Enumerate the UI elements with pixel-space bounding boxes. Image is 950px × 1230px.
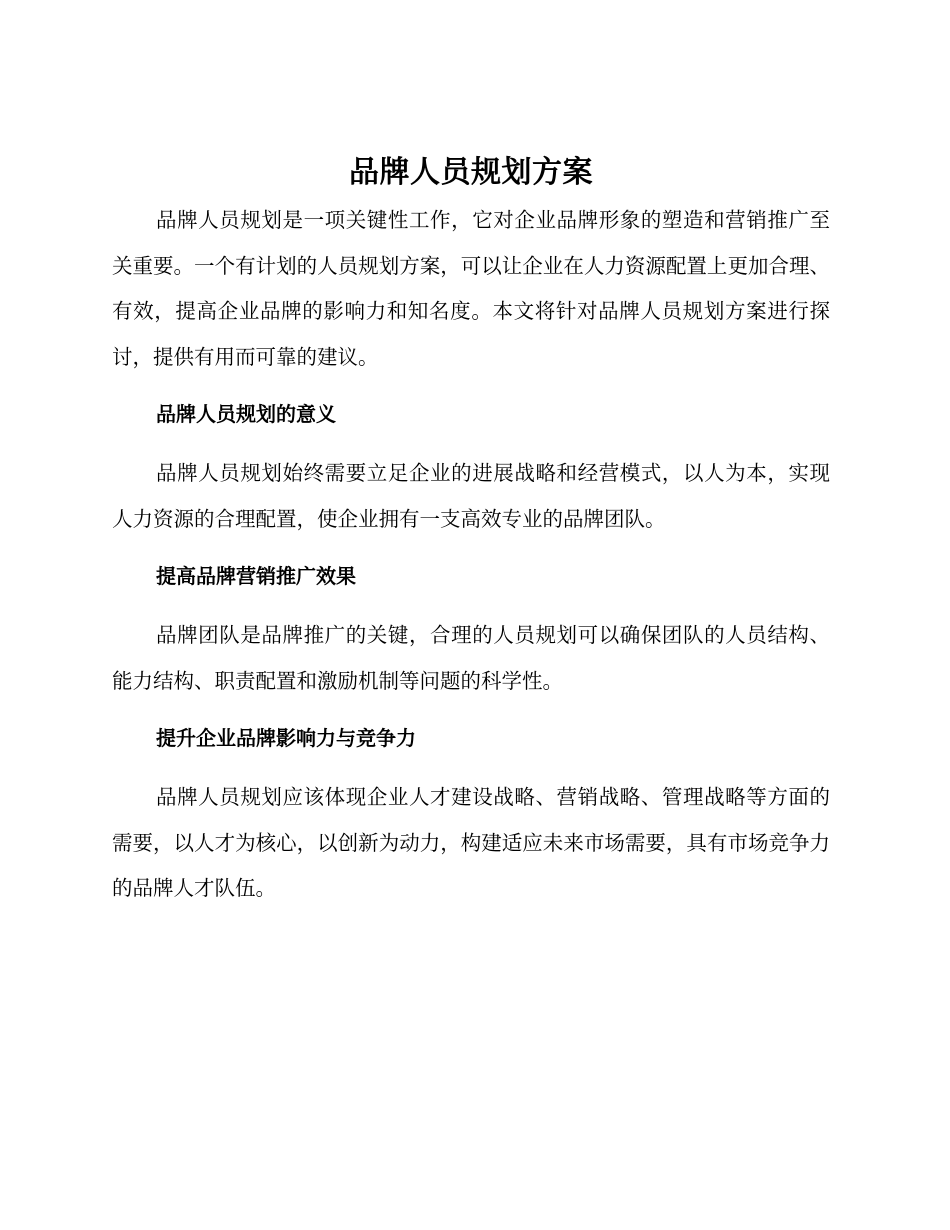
section-body-competitiveness: 品牌人员规划应该体现企业人才建设战略、营销战略、管理战略等方面的需要，以人才为核心，以创新为动力，构建适应未来市场需要，具有市场竞争力的品牌人才队伍。 (112, 785, 830, 900)
section-heading-significance: 品牌人员规划的意义 (156, 402, 336, 426)
document-page (112, 150, 830, 912)
spacer (112, 542, 830, 554)
section-body-significance: 品牌人员规划始终需要立足企业的进展战略和经营模式，以人为本，实现人力资源的合理配置，使企业拥有一支高效专业的品牌团队。 (112, 461, 830, 531)
section-body-marketing: 品牌团队是品牌推广的关键，合理的人员规划可以确保团队的人员结构、能力结构、职责配置和激励机制等问题的科学性。 (112, 623, 830, 693)
intro-paragraph: 品牌人员规划是一项关键性工作，它对企业品牌形象的塑造和营销推广至关重要。一个有计划的人员规划方案，可以让企业在人力资源配置上更加合理、有效，提高企业品牌的影响力和知名度。本文将针对品牌人员规划方案进行探讨，提供有用而可靠的建议。 (112, 208, 830, 369)
document-title: 品牌人员规划方案 (349, 155, 593, 190)
spacer (112, 704, 830, 716)
section-heading-marketing: 提高品牌营销推广效果 (156, 564, 356, 588)
section-heading-competitiveness: 提升企业品牌影响力与竞争力 (156, 726, 416, 750)
spacer (112, 380, 830, 392)
spacer (112, 599, 830, 613)
spacer (112, 761, 830, 775)
spacer (112, 437, 830, 451)
